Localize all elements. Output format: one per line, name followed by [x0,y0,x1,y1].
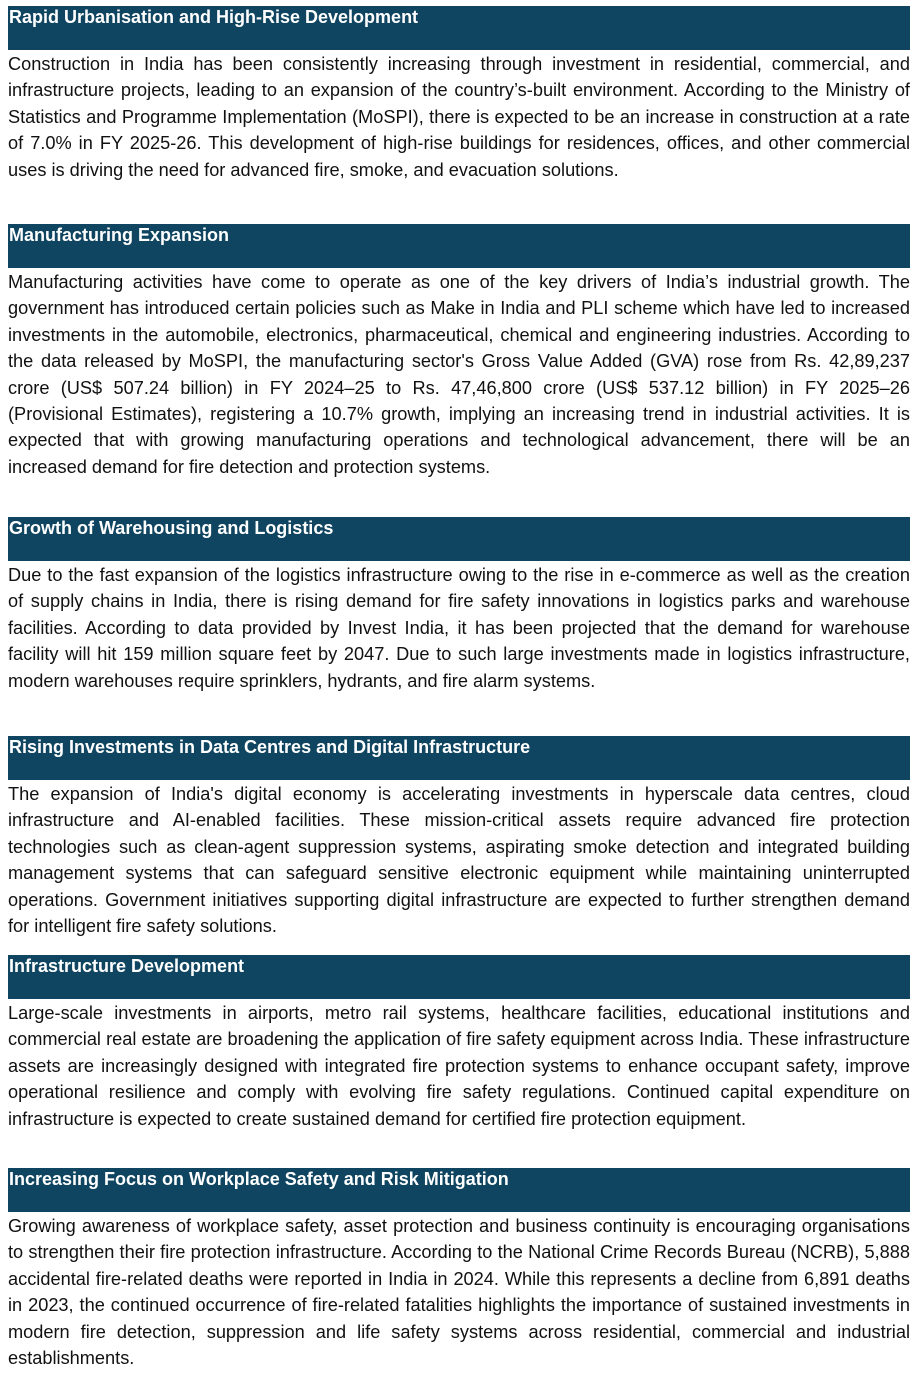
section-manufacturing [8,224,910,480]
section-workplace-safety [8,1168,910,1371]
section-body: Due to the fast expansion of the logistics infrastructure owing to the rise in e-commerce as well as the creation of supply chains in India, there is rising demand for fire safety innovations in logistics parks and warehouse facilities. According to data provided by Invest India, it has been projected that the demand for warehouse facility will hit 159 million square feet by 2047. Due to such large investments made in logistics infrastructure, modern warehouses require sprinklers, hydrants, and fire alarm systems. [8,565,910,691]
section-body: The expansion of India's digital economy is accelerating investments in hyperscale data centres, cloud infrastructure and AI-enabled facilities. These mission-critical assets require advanced fire protection technologies such as clean-agent suppression systems, aspirating smoke detection and integrated building management systems that can safeguard sensitive electronic equipment while maintaining uninterrupted operations. Government initiatives supporting digital infrastructure are expected to further strengthen demand for intelligent fire safety solutions. [8,784,910,937]
section-heading: Growth of Warehousing and Logistics [8,517,910,561]
section-heading: Increasing Focus on Workplace Safety and Risk Mitigation [8,1168,910,1212]
section-urbanisation [8,6,910,183]
section-body: Construction in India has been consistently increasing through investment in residential, commercial, and infrastructure projects, leading to an expansion of the country’s-built environment. According to the Ministry of Statistics and Programme Implementation (MoSPI), there is expected to be an increase in construction at a rate of 7.0% in FY 2025-26. This development of high-rise buildings for residences, offices, and other commercial uses is driving the need for advanced fire, smoke, and evacuation solutions. [8,54,910,180]
section-heading: Rapid Urbanisation and High-Rise Development [8,6,910,50]
section-body: Growing awareness of workplace safety, asset protection and business continuity is encouraging organisations to strengthen their fire protection infrastructure. According to the National Crime Records Bureau (NCRB), 5,888 accidental fire-related deaths were reported in India in 2024. While this represents a decline from 6,891 deaths in 2023, the continued occurrence of fire-related fatalities highlights the importance of sustained investments in modern fire detection, suppression and life safety systems across residential, commercial and industrial establishments. [8,1216,910,1369]
section-heading: Rising Investments in Data Centres and Digital Infrastructure [8,736,910,780]
section-body: Large-scale investments in airports, metro rail systems, healthcare facilities, educational institutions and commercial real estate are broadening the application of fire safety equipment across India. These infrastructure assets are increasingly designed with integrated fire protection systems to enhance occupant safety, improve operational resilience and comply with evolving fire safety regulations. Continued capital expenditure on infrastructure is expected to create sustained demand for certified fire protection equipment. [8,1003,910,1129]
section-warehousing [8,517,910,694]
section-heading: Infrastructure Development [8,955,910,999]
section-infrastructure [8,955,910,1132]
section-heading: Manufacturing Expansion [8,224,910,268]
section-body: Manufacturing activities have come to operate as one of the key drivers of India’s industrial growth. The government has introduced certain policies such as Make in India and PLI scheme which have led to increased investments in the automobile, electronics, pharmaceutical, chemical and engineering industries. According to the data released by MoSPI, the manufacturing sector's Gross Value Added (GVA) rose from Rs. 42,89,237 crore (US$ 507.24 billion) in FY 2024–25 to Rs. 47,46,800 crore (US$ 537.12 billion) in FY 2025–26 (Provisional Estimates), registering a 10.7% growth, implying an increasing trend in industrial activities. It is expected that with growing manufacturing operations and technological advancement, there will be an increased demand for fire detection and protection systems. [8,272,910,477]
section-data-centres [8,736,910,939]
